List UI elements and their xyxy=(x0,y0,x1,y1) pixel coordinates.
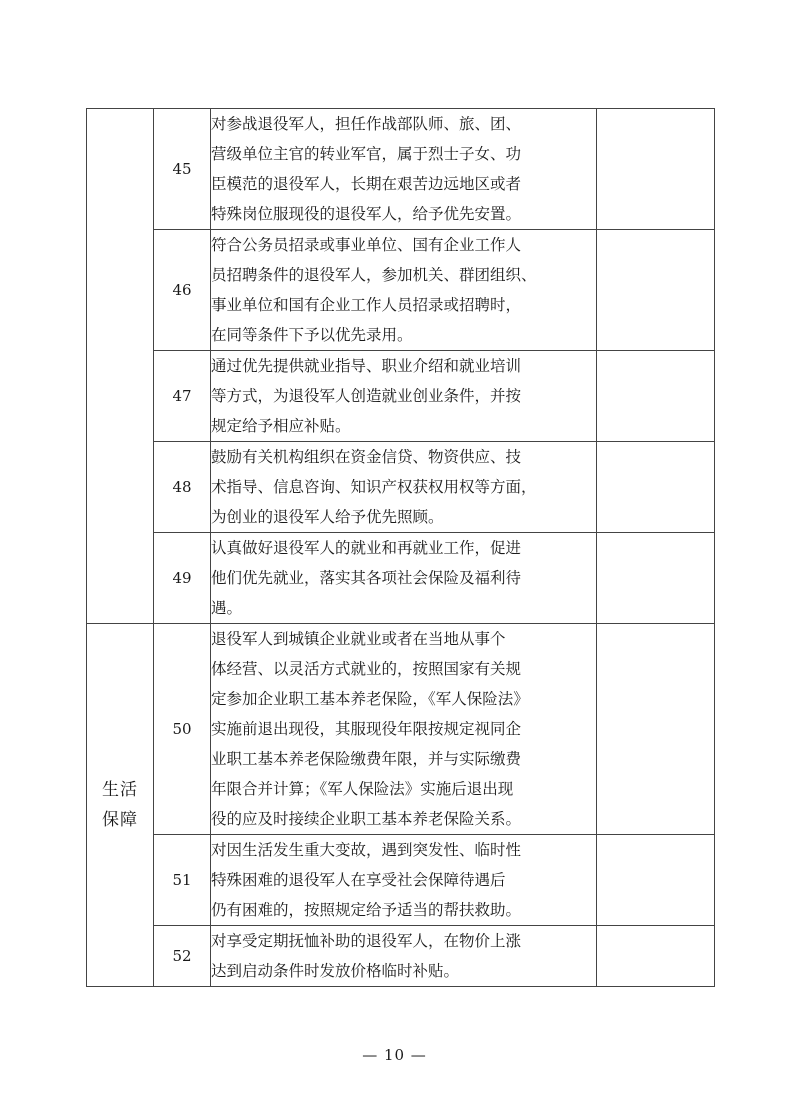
text-line: 特殊困难的退役军人在享受社会保障待遇后 xyxy=(211,871,506,889)
remarks-cell xyxy=(597,109,715,230)
item-number: 52 xyxy=(154,926,211,987)
category-cell-living-security xyxy=(87,624,154,987)
item-text xyxy=(211,926,597,987)
item-text xyxy=(211,835,597,926)
text-line: 事业单位和国有企业工作人员招录或招聘时， xyxy=(211,296,522,314)
item-text xyxy=(211,442,597,533)
remarks-cell xyxy=(597,926,715,987)
text-line: 符合公务员招录或事业单位、国有企业工作人 xyxy=(211,236,522,254)
page-number: — 10 — xyxy=(362,1046,427,1064)
text-line: 仍有困难的，按照规定给予适当的帮扶救助。 xyxy=(211,901,522,919)
remarks-cell xyxy=(597,835,715,926)
item-number: 46 xyxy=(154,230,211,351)
text-line: 术指导、信息咨询、知识产权获权用权等方面， xyxy=(211,478,537,496)
item-text xyxy=(211,351,597,442)
text-line: 役的应及时接续企业职工基本养老保险关系。 xyxy=(211,810,522,828)
table-row xyxy=(87,926,715,987)
text-line: 业职工基本养老保险缴费年限，并与实际缴费 xyxy=(211,750,522,768)
remarks-cell xyxy=(597,442,715,533)
text-line: 退役军人到城镇企业就业或者在当地从事个 xyxy=(211,630,506,648)
policy-table xyxy=(86,108,715,987)
category-label: 保障 xyxy=(102,810,138,830)
remarks-cell xyxy=(597,351,715,442)
item-number: 49 xyxy=(154,533,211,624)
table-row xyxy=(87,109,715,230)
text-line: 特殊岗位服现役的退役军人，给予优先安置。 xyxy=(211,205,522,223)
text-line: 鼓励有关机构组织在资金信贷、物资供应、技 xyxy=(211,448,522,466)
text-line: 体经营、以灵活方式就业的，按照国家有关规 xyxy=(211,660,522,678)
text-line: 认真做好退役军人的就业和再就业工作，促进 xyxy=(211,539,522,557)
text-line: 对享受定期抚恤补助的退役军人，在物价上涨 xyxy=(211,932,522,950)
item-text xyxy=(211,624,597,835)
item-text xyxy=(211,109,597,230)
item-number: 47 xyxy=(154,351,211,442)
text-line: 他们优先就业，落实其各项社会保险及福利待 xyxy=(211,569,522,587)
item-number: 48 xyxy=(154,442,211,533)
text-line: 定参加企业职工基本养老保险，《军人保险法》 xyxy=(211,690,529,708)
text-line: 营级单位主官的转业军官，属于烈士子女、功 xyxy=(211,145,522,163)
text-line: 对因生活发生重大变故，遇到突发性、临时性 xyxy=(211,841,522,859)
item-number: 50 xyxy=(154,624,211,835)
text-line: 为创业的退役军人给予优先照顾。 xyxy=(211,508,444,526)
table-row xyxy=(87,533,715,624)
item-text xyxy=(211,230,597,351)
text-line: 年限合并计算；《军人保险法》实施后退出现 xyxy=(211,780,514,798)
table-row xyxy=(87,624,715,835)
category-label: 生活 xyxy=(102,780,138,800)
table-row xyxy=(87,442,715,533)
table-row xyxy=(87,351,715,442)
text-line: 对参战退役军人，担任作战部队师、旅、团、 xyxy=(211,115,522,133)
text-line: 员招聘条件的退役军人，参加机关、群团组织、 xyxy=(211,266,537,284)
text-line: 遇。 xyxy=(211,599,243,617)
text-line: 通过优先提供就业指导、职业介绍和就业培训 xyxy=(211,357,522,375)
text-line: 等方式，为退役军人创造就业创业条件，并按 xyxy=(211,387,522,405)
text-line: 臣模范的退役军人，长期在艰苦边远地区或者 xyxy=(211,175,522,193)
remarks-cell xyxy=(597,624,715,835)
item-number: 45 xyxy=(154,109,211,230)
table-row xyxy=(87,835,715,926)
text-line: 达到启动条件时发放价格临时补贴。 xyxy=(211,962,460,980)
item-number: 51 xyxy=(154,835,211,926)
table-row xyxy=(87,230,715,351)
text-line: 在同等条件下予以优先录用。 xyxy=(211,326,413,344)
remarks-cell xyxy=(597,533,715,624)
item-text xyxy=(211,533,597,624)
remarks-cell xyxy=(597,230,715,351)
category-cell-employment xyxy=(87,109,154,624)
text-line: 实施前退出现役，其服现役年限按规定视同企 xyxy=(211,720,522,738)
text-line: 规定给予相应补贴。 xyxy=(211,417,351,435)
